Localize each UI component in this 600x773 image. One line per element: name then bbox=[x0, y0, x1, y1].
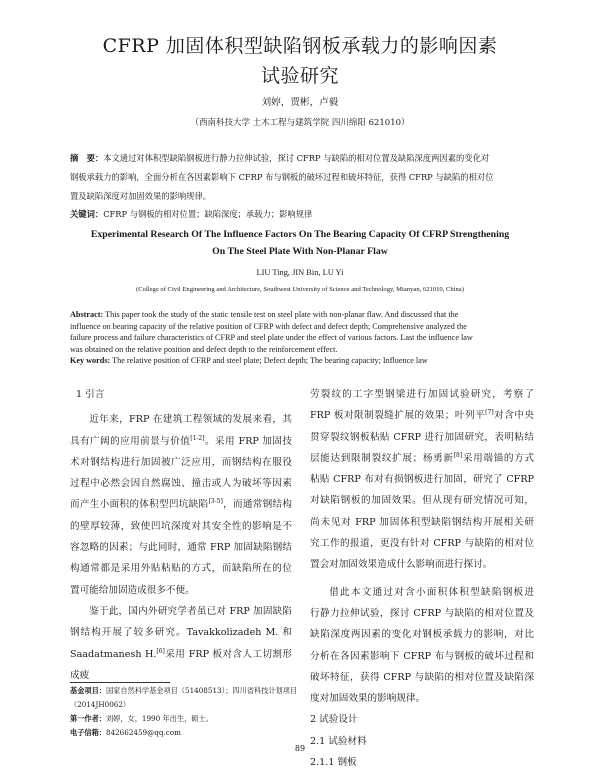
text-line: 行静力拉伸试验，探讨 CFRP 与缺陷的相对位置及 bbox=[310, 607, 534, 619]
text-line: 分析在各因素影响下 CFRP 布与钢板的破坏过程和 bbox=[310, 650, 534, 662]
text-line: 置可能给加固造成很多不便。 bbox=[70, 584, 195, 596]
abstract-cn-line-3: 置及缺陷深度对加固效果的影响规律。 bbox=[70, 191, 212, 201]
keywords-en bbox=[70, 355, 532, 367]
text-line: FRP 板对限制裂缝扩展的效果；叶列平[7]对含中央 bbox=[310, 409, 534, 422]
citation-ref: [3-5] bbox=[208, 498, 223, 506]
text-line: 层能达到限制裂纹扩展；杨勇新[8]采用端锚的方式 bbox=[310, 451, 535, 464]
footnote-item: 基金项目：国家自然科学基金项目（51408513）；四川省科技计划项目 bbox=[70, 686, 298, 695]
subsection-heading-materials: 2.1 试验材料 bbox=[310, 735, 367, 747]
section-heading-experiment: 2 试验设计 bbox=[310, 714, 358, 726]
keywords-cn-text: CFRP 与钢板的相对位置；缺陷深度；承载力；影响规律 bbox=[103, 209, 313, 219]
abstract-en-line-1: Abstract: This paper took the study of the static tensile test on steel plate with non-planar flaw. And discussed that the bbox=[70, 310, 459, 319]
text-line: 尚未见对 FRP 加固体积型缺陷钢结构开展相关研 bbox=[310, 516, 534, 528]
authors-cn: 刘婷，贾彬，卢毅 bbox=[261, 97, 339, 108]
abstract-cn-label: 摘 要： bbox=[70, 153, 104, 163]
keywords-cn bbox=[70, 205, 532, 224]
affiliation-cn: （西南科技大学 土木工程与建筑学院 四川绵阳 621010） bbox=[190, 118, 410, 128]
text-line: 借此本文通过对含小面积体积型缺陷钢板进 bbox=[329, 586, 534, 598]
text-line: 鉴于此，国内外研究学者虽已对 FRP 加固缺陷 bbox=[89, 605, 292, 617]
footnote-item: 第一作者：刘婷，女，1990 年出生，硕士。 bbox=[70, 714, 213, 723]
text-line: 置会对加固效果造成什么影响而进行探讨。 bbox=[310, 559, 493, 571]
keywords-cn-label: 关键词： bbox=[70, 209, 104, 219]
affiliation-en: (College of Civil Engineering and Architecture, Southwest University of Science and Technology, Mianyan, 621010, China) bbox=[136, 286, 464, 293]
text-line: 的壁厚较薄，致使凹坑深度对其安全性的影响是不 bbox=[70, 520, 292, 532]
paper-title-line-1: CFRP 加固体积型缺陷钢板承载力的影响因素 bbox=[102, 35, 498, 57]
intro-paragraph-4 bbox=[310, 582, 534, 710]
abstract-cn-line-1: 摘 要：本文通过对体积型缺陷钢板进行静力拉伸试验，探讨 CFRP 与缺陷的相对位置及缺陷深度两因素的变化对 bbox=[70, 153, 490, 163]
text-line: 破坏特征，获得 CFRP 与缺陷的相对位置及缺陷深 bbox=[310, 671, 534, 683]
text-line: 贯穿裂纹钢板粘贴 CFRP 进行加固研究，表明粘结 bbox=[310, 431, 534, 443]
intro-paragraph-1 bbox=[70, 409, 292, 601]
paper-title-line-2: 试验研究 bbox=[260, 65, 339, 87]
abstract-en-line-4: was obtained on the relative position and defect depth to the reinforcement effect. bbox=[70, 344, 338, 354]
citation-ref: [8] bbox=[453, 451, 463, 459]
abstract-en-line-3: failure process and failure characteristics of CFRP and steel plate under the effect of various factors. Last the influence law bbox=[70, 333, 473, 343]
text-line: 而产生小面积的体积型凹坑缺陷[3-5]，而通常钢结构 bbox=[70, 498, 292, 511]
abstract-cn-line-2: 钢板承载力的影响，全面分析在各因素影响下 CFRP 布与钢板的破坏过程和破坏特征，获得 CFRP 与缺陷的相对位 bbox=[70, 172, 494, 182]
right-column bbox=[310, 384, 534, 773]
footnotes bbox=[70, 684, 310, 740]
section-heading-intro: 1 引言 bbox=[76, 389, 105, 400]
text-line: 度对加固效果的影响规律。 bbox=[310, 693, 426, 705]
authors-en: LIU Ting, JIN Bin, LU Yi bbox=[256, 268, 344, 277]
abstract-cn bbox=[70, 149, 532, 206]
abstract-en-line-2: influence on bearing capacity of the relative position of CFRP with defect and defect depth; Comprehensive analyzed the bbox=[70, 321, 467, 331]
text-line: 术对钢结构进行加固被广泛应用，而钢结构在服役 bbox=[70, 456, 292, 468]
left-column bbox=[70, 384, 292, 686]
text-line: 钢结构开展了较多研究。Tavakkolizadeh M. 和 bbox=[70, 627, 292, 639]
text-line: Saadatmanesh H.[6]采用 FRP 板对含人工切割形成疲 bbox=[70, 647, 292, 681]
text-line: 对缺陷钢板的加固效果。但从现有研究情况可知， bbox=[310, 495, 534, 507]
text-line: 究工作的报道，更没有针对 CFRP 与缺陷的相对位 bbox=[310, 538, 534, 550]
keywords-en-text: The relative position of CFRP and steel plate; Defect depth; The bearing capacity; Influence law bbox=[110, 356, 428, 366]
text-line: 近年来，FRP 在建筑工程领域的发展来看，其 bbox=[89, 414, 292, 426]
page-number: 89 bbox=[294, 744, 306, 753]
footnote-item: （2014JH0062） bbox=[70, 700, 131, 709]
text-line: 具有广阔的应用前景与价值[1-2]。采用 FRP 加固技 bbox=[70, 434, 293, 447]
subsubsection-heading-steel: 2.1.1 钢板 bbox=[310, 757, 357, 769]
title-en-line-1: Experimental Research Of The Influence Factors On The Bearing Capacity Of CFRP Strengthening bbox=[90, 229, 510, 240]
text-line: 劳裂纹的工字型钢梁进行加固试验研究，考察了 bbox=[310, 389, 534, 400]
footnote-item: 电子信箱：842662459@qq.com bbox=[70, 728, 181, 737]
citation-ref: [1-2] bbox=[190, 434, 205, 442]
title-en-line-2: On The Steel Plate With Non-Planar Flaw bbox=[212, 246, 388, 257]
text-line: 缺陷深度两因素的变化对钢板承载力的影响，对比 bbox=[310, 629, 534, 641]
intro-paragraph-3 bbox=[310, 384, 534, 576]
abstract-en-label: Abstract: bbox=[70, 310, 104, 319]
abstract-en bbox=[70, 309, 532, 367]
citation-ref: [6] bbox=[156, 647, 165, 655]
text-line: 容忽略的因素；与此同时，通常 FRP 加固缺陷钢结 bbox=[70, 542, 292, 554]
text-line: 粘贴 CFRP 布对有损钢板进行加固，研究了 CFRP bbox=[310, 474, 534, 486]
text-line: 过程中必然会因自然腐蚀、撞击或人为破坏等因素 bbox=[70, 478, 292, 490]
footnote-rule bbox=[70, 682, 170, 683]
keywords-en-label: Key words: bbox=[70, 356, 111, 366]
citation-ref: [7] bbox=[485, 409, 494, 417]
intro-paragraph-2 bbox=[70, 601, 292, 686]
text-line: 构通常都是采用外贴粘贴的方式，而缺陷所在的位 bbox=[70, 563, 292, 575]
